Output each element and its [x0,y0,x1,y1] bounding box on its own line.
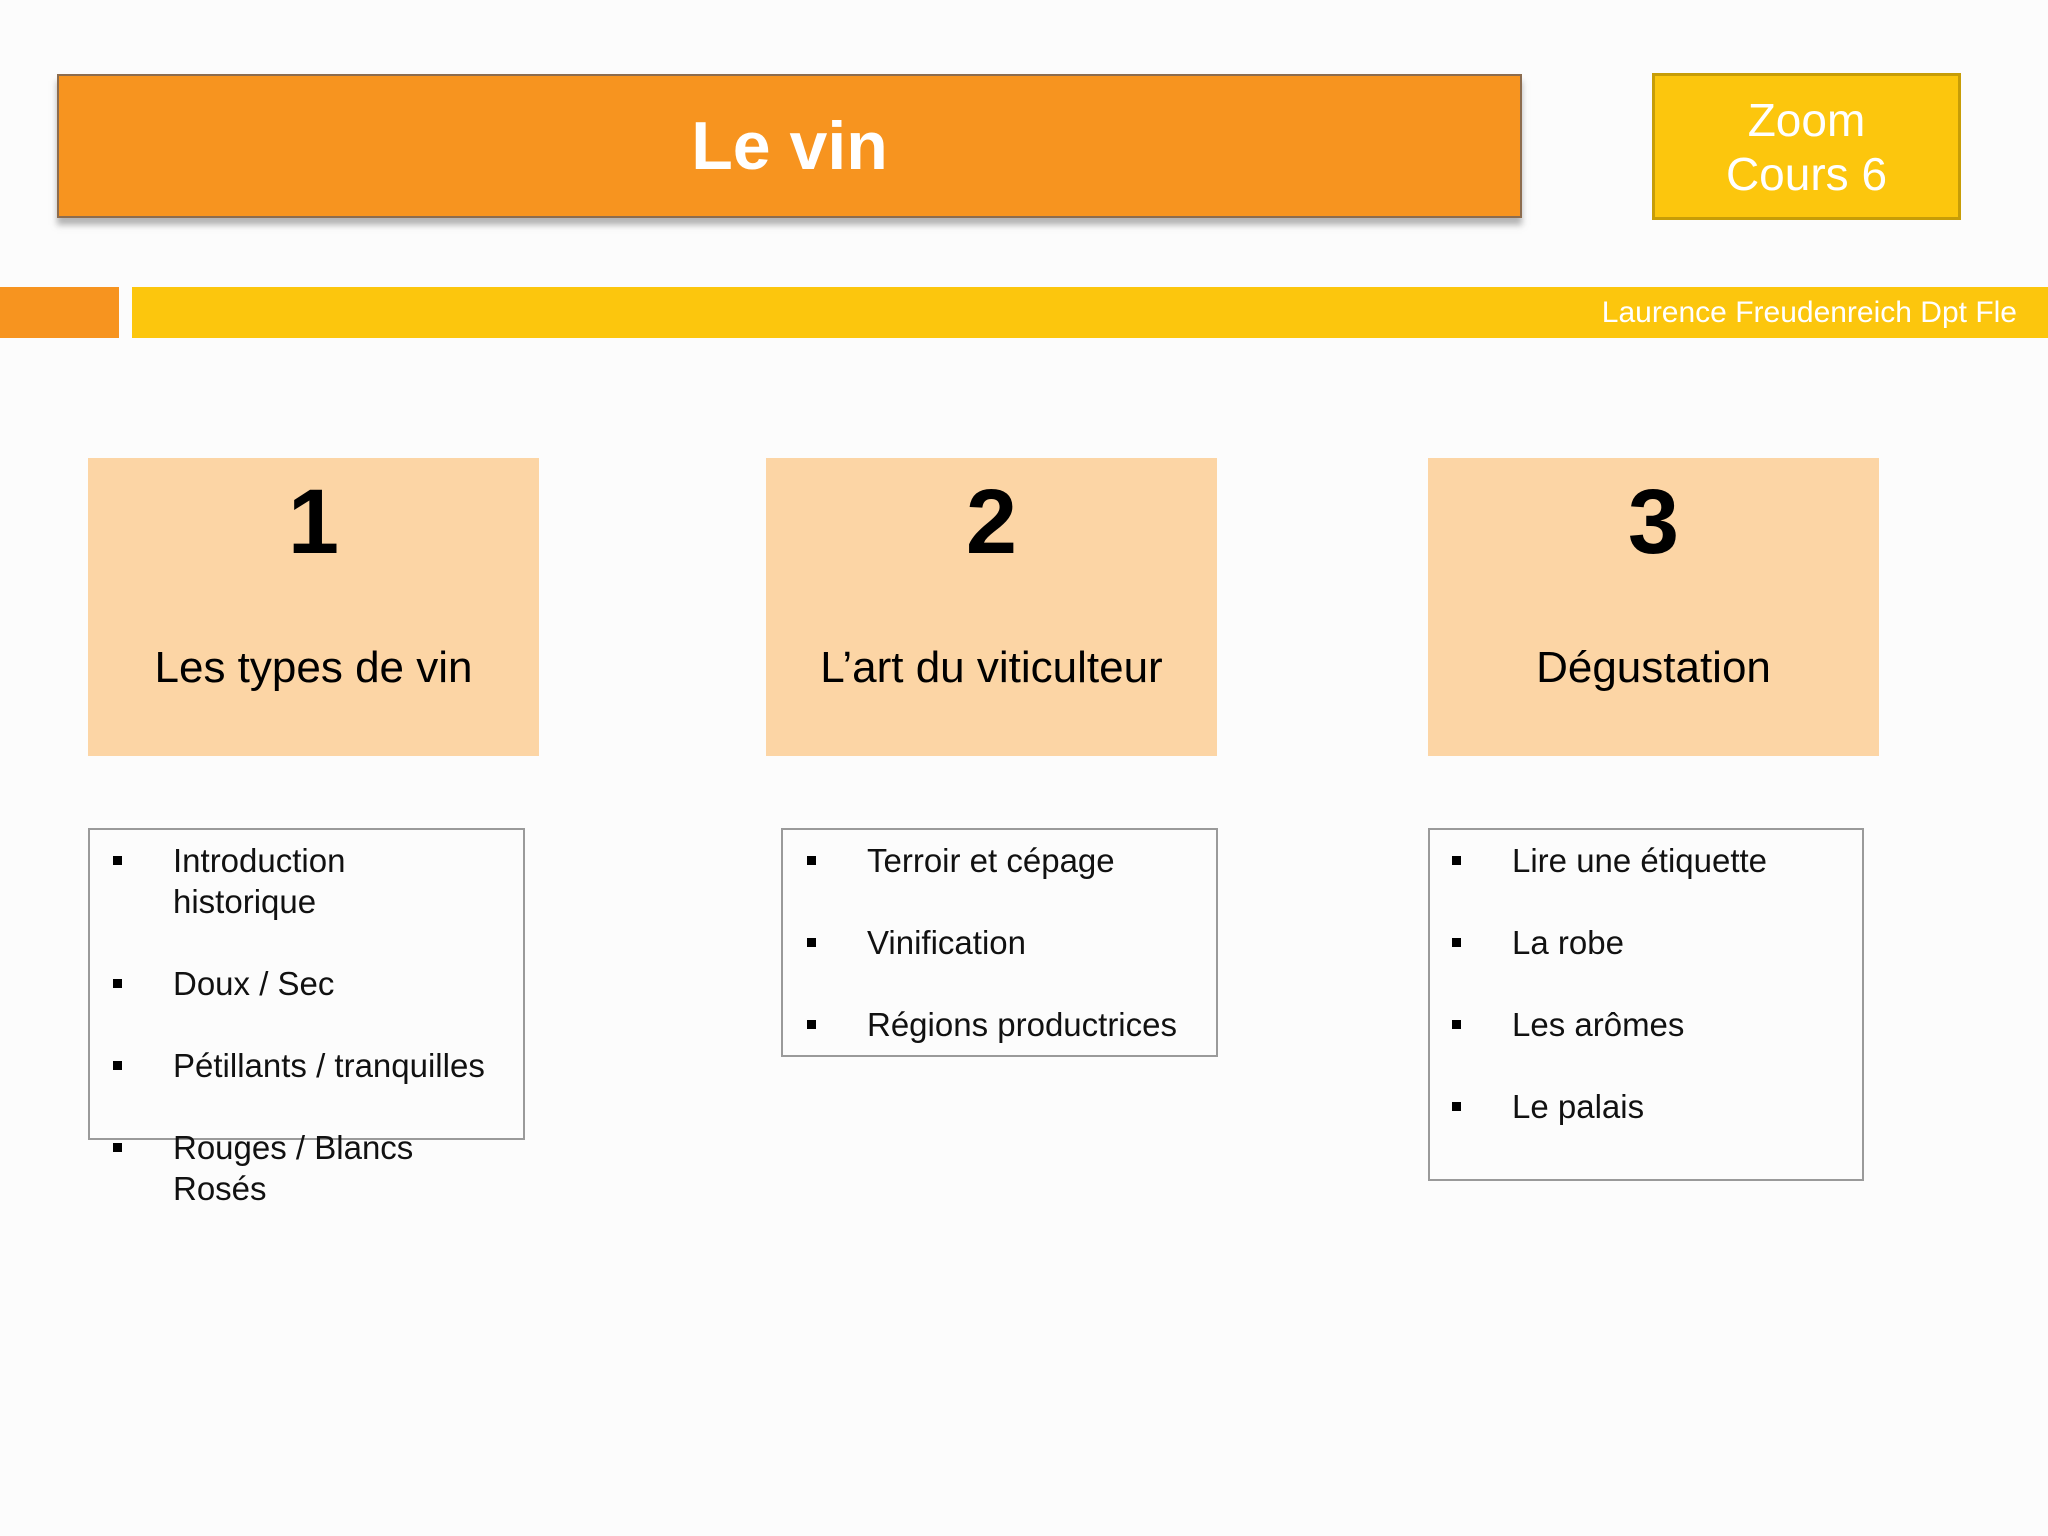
zoom-badge-line2: Cours 6 [1725,147,1888,200]
list-item: Rouges / Blancs Rosés [113,1127,433,1209]
section-number: 2 [965,471,1018,573]
section-list-3 [1452,840,1852,1168]
section-list-1 [113,840,533,1250]
list-item: Les arômes [1452,1004,1852,1045]
section-number: 1 [287,471,340,573]
section-title: L’art du viticulteur [820,643,1163,692]
section-list-2 [807,840,1217,1086]
list-item: Lire une étiquette [1452,840,1852,881]
list-item: Régions productrices [807,1004,1217,1045]
section-number: 3 [1627,471,1680,573]
list-item: Vinification [807,922,1217,963]
section-title: Les types de vin [154,643,473,692]
list-item: Terroir et cépage [807,840,1217,881]
author-credit: Laurence Freudenreich Dpt Fle [1601,295,2017,329]
list-item: La robe [1452,922,1852,963]
slide-title: Le vin [57,74,1522,218]
list-item: Le palais [1452,1086,1852,1127]
zoom-badge [1652,73,1961,220]
list-item: Pétillants / tranquilles [113,1045,533,1086]
list-item: Doux / Sec [113,963,533,1004]
section-card-3 [1428,458,1879,756]
accent-band-left [0,287,119,338]
section-card-2 [766,458,1217,756]
section-title: Dégustation [1536,643,1771,692]
accent-band [132,287,2048,338]
list-item: Introduction historique [113,840,403,922]
section-card-1 [88,458,539,756]
zoom-badge-line1: Zoom [1747,93,1866,146]
